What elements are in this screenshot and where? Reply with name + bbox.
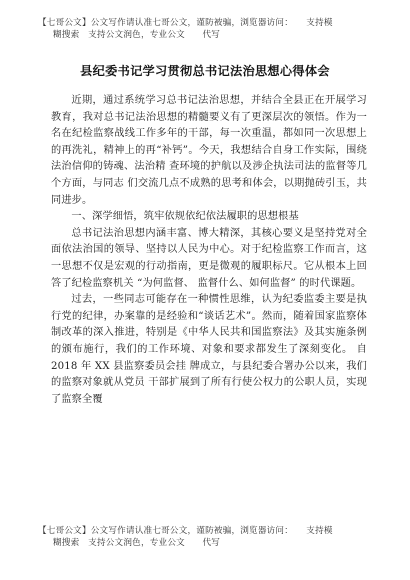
paragraph-2: 总书记法治思想内涵丰富、博大精深，其核心要义是坚持党对全面依法治国的领导、坚持以人民为中心。对于纪检监察工作而言，这一思想不仅是宏观的行动指南，更是微观的履职标尺。它从根本上回答了纪检监察机关 “为何监督、 监督什么、如何监督” 的时代课题。 — [51, 227, 367, 289]
footer-note-line-2: 糊搜索 支持公文润色，专业公文 代写 — [53, 538, 221, 548]
paragraph-intro: 近期，通过系统学习总书记法治思想，并结合全县正在开展学习教育，我对总书记法治思想的精髓要义有了更深层次的领悟。作为一名在纪检监察战线工作多年的干部，每一次重温，都如同一次思想上的再洗礼，精神上的再“补钙”。今天，我想结合自身工作实际，围绕法治信仰的铸魂、法治精 查环境的护航以及涉企执法司法的监督等几个方面，与同志 们交流几点不成熟的思考和体会，以期抛砖引玉，共同进步。 — [51, 95, 367, 206]
paragraph-3: 过去，一些同志可能存在一种惯性思维，认为纪委监委主要是执行党的纪律，办案靠的是经验和“谈话艺术”。然而，随着国家监察体制改革的深入推进，特别是《中华人民共和国监察法》及其实施条例的颁布施行，我们的工作环境、对象和要求都发生了深刻变化。 自 2018 年 XX 县监察委员会挂 牌成立，与县纪委合署办公以来，我们的监察对象就从党员 干部扩展到了所有行使公权力的公职人员，实现了监察全覆 — [51, 294, 367, 405]
footer-note-line-1: 【七哥公文】公文写作请认准七哥公文，谨防被骗，浏览器访问： 支持模 — [38, 526, 333, 536]
footer-watermark-note — [38, 525, 378, 549]
header-note-line-2: 糊搜索 支持公文润色，专业公文 代写 — [53, 30, 221, 40]
document-body — [51, 93, 367, 408]
section-heading-1: 一、深学细悟，筑牢依规依纪依法履职的思想根基 — [71, 211, 299, 223]
header-watermark-note — [38, 17, 378, 41]
document-title: 县纪委书记学习贯彻总书记法治思想心得体会 — [80, 64, 330, 78]
header-note-line-1: 【七哥公文】公文写作请认准七哥公文，谨防被骗，浏览器访问： 支持模 — [38, 18, 333, 28]
